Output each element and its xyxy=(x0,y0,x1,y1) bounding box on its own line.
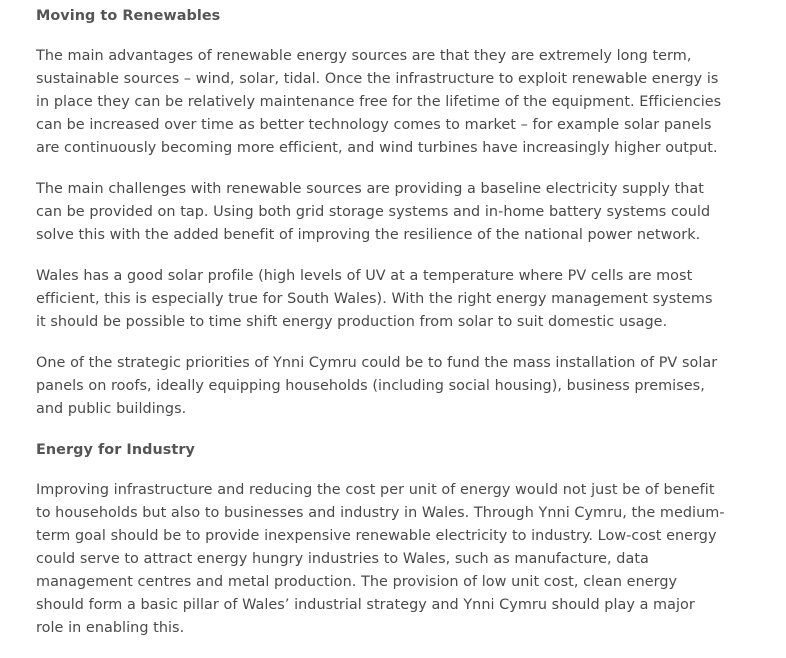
article-body xyxy=(36,5,726,658)
paragraph-industry: Improving infrastructure and reducing the cost per unit of energy would not just be of benefit to households but also to businesses and industry in Wales. Through Ynni Cymru, the medium-term goal should be to provide inexpensive renewable electricity to industry. Low-cost energy could serve to attract energy hungry industries to Wales, such as manufacture, data management centres and metal production. The provision of low unit cost, clean energy should form a basic pillar of Wales’ industrial strategy and Ynni Cymru should play a major role in enabling this. xyxy=(36,482,725,636)
paragraph-solar-profile: Wales has a good solar profile (high levels of UV at a temperature where PV cells are most efficient, this is especially true for South Wales). With the right energy management systems it should be possible to time shift energy production from solar to suit domestic usage. xyxy=(36,268,713,330)
paragraph-strategic-priorities: One of the strategic priorities of Ynni Cymru could be to fund the mass installation of PV solar panels on roofs, ideally equipping households (including social housing), business premises, and public buildings. xyxy=(36,355,718,417)
paragraph-challenges: The main challenges with renewable sources are providing a baseline electricity supply that can be provided on tap. Using both grid storage systems and in-home battery systems could solve this with the added benefit of improving the resilience of the national power network. xyxy=(36,181,711,243)
paragraph-advantages: The main advantages of renewable energy sources are that they are extremely long term, sustainable sources – wind, solar, tidal. Once the infrastructure to exploit renewable energy is in place they can be relatively maintenance free for the lifetime of the equipment. Efficiencies can be increased over time as better technology comes to market – for example solar panels are continuously becoming more efficient, and wind turbines have increasingly higher output. xyxy=(36,48,722,156)
section-heading-industry: Energy for Industry xyxy=(36,442,195,458)
section-heading-renewables: Moving to Renewables xyxy=(36,8,221,24)
